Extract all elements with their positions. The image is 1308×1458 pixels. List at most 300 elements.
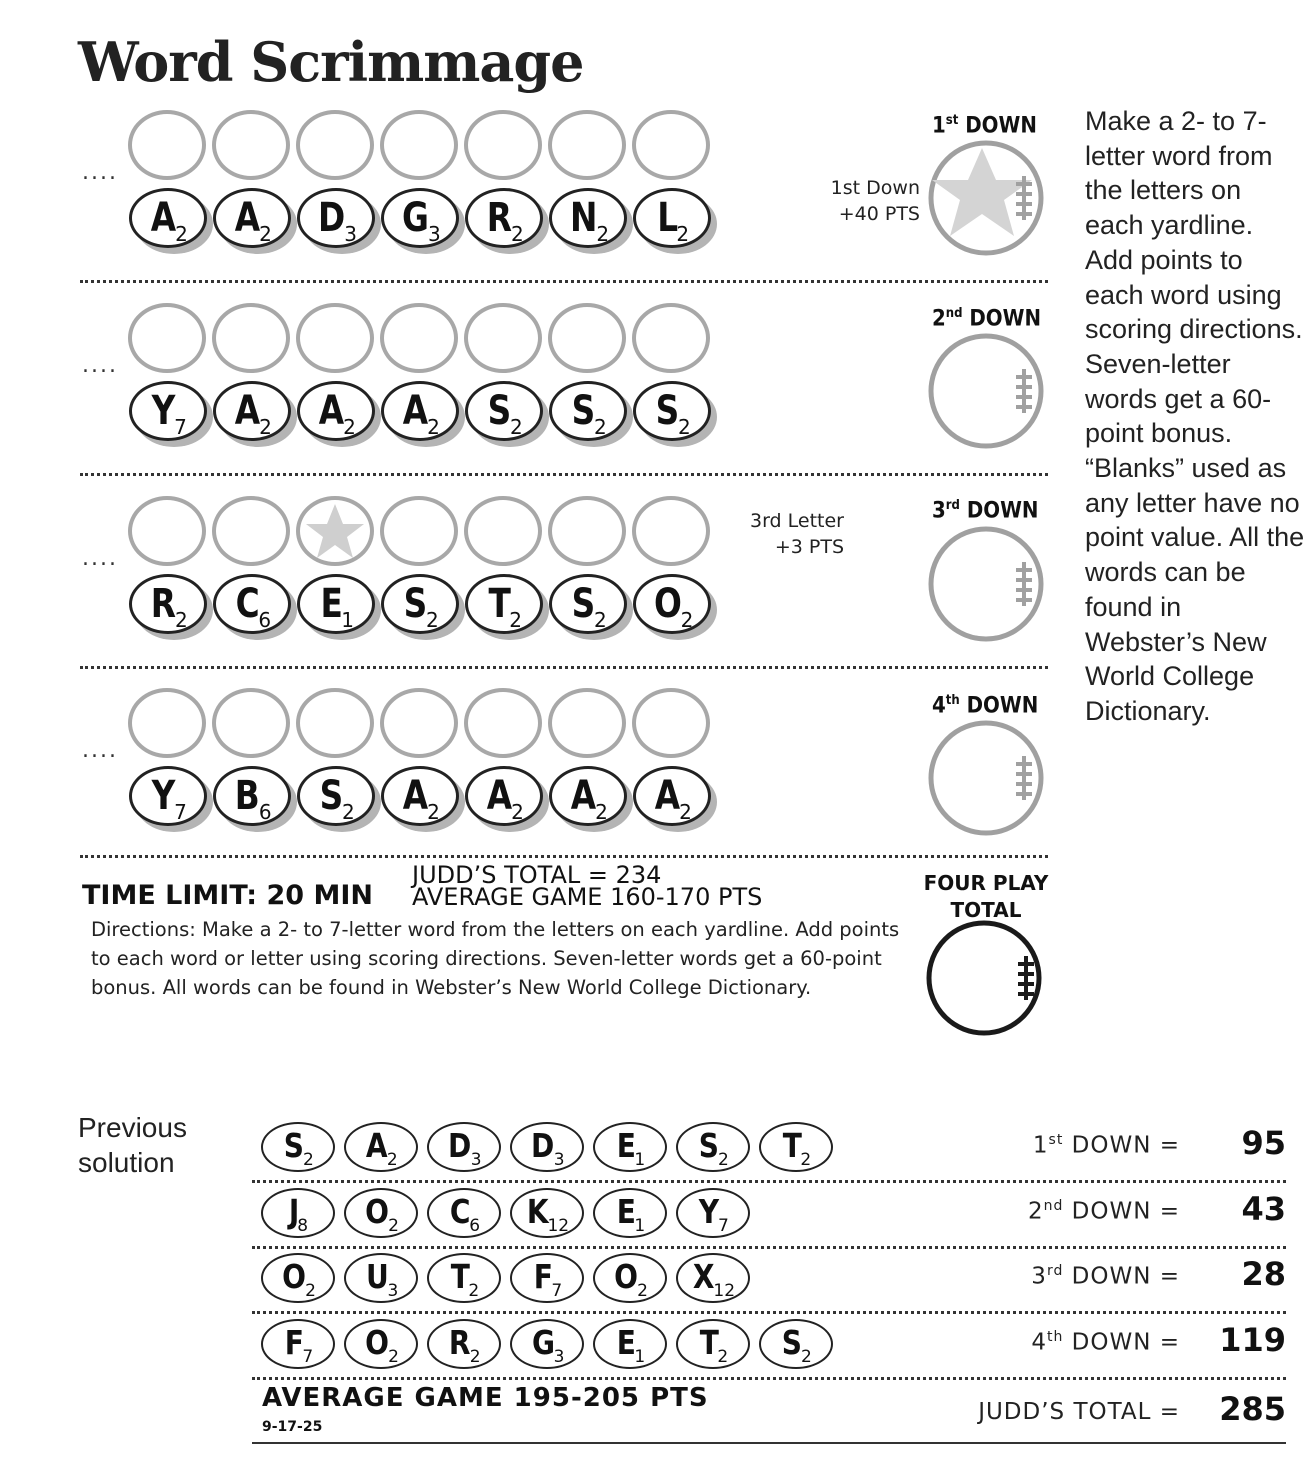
solution-divider [252, 1180, 1286, 1183]
solution-letter: K [526, 1192, 549, 1231]
bonus-line: 1st Down [830, 177, 920, 199]
down-word: DOWN [966, 693, 1039, 719]
solution-down-suffix: nd [1043, 1198, 1064, 1214]
tile-letter: A [318, 388, 345, 434]
solution-tile [427, 1319, 501, 1369]
solution-tile [593, 1319, 667, 1369]
previous-judds-total-label: JUDD’S TOTAL = [978, 1399, 1180, 1425]
letter-tile[interactable] [549, 381, 629, 443]
tile-points: 2 [427, 800, 440, 824]
tile-points: 2 [511, 800, 524, 824]
answer-slot[interactable] [128, 688, 206, 758]
tile-letter: Y [151, 773, 176, 819]
solution-letter: O [282, 1257, 307, 1296]
answer-slot[interactable] [380, 496, 458, 566]
letter-tile[interactable] [633, 381, 713, 443]
solution-tile [344, 1122, 418, 1172]
answer-slot[interactable] [380, 110, 458, 180]
tile-points: 2 [594, 415, 607, 439]
tile-face [549, 188, 627, 248]
solution-down-space [1063, 1199, 1071, 1225]
tile-face [633, 188, 711, 248]
solution-letter: F [533, 1257, 553, 1296]
yardline-divider [80, 855, 1048, 858]
solution-tile [427, 1188, 501, 1238]
solution-letter: E [616, 1126, 636, 1165]
solution-points: 3 [553, 1347, 565, 1367]
bonus-points: +3 PTS [774, 536, 844, 558]
letter-tile[interactable] [465, 574, 545, 636]
solution-down-text: DOWN = [1071, 1198, 1180, 1225]
letter-tile[interactable] [465, 381, 545, 443]
solution-points: 2 [386, 1150, 398, 1170]
row-prefix-dots: .... [82, 353, 118, 378]
tile-letter: S [571, 581, 596, 627]
tile-letter: A [654, 773, 681, 819]
previous-solution-label [78, 1110, 187, 1180]
down-word: DOWN [969, 306, 1042, 332]
tile-points: 2 [509, 608, 523, 632]
tile-face [549, 381, 627, 441]
solution-tile [510, 1253, 584, 1303]
solution-down-score: 119 [1219, 1321, 1286, 1359]
tile-points: 7 [174, 800, 187, 824]
solution-points: 2 [469, 1347, 481, 1367]
tile-face [633, 381, 711, 441]
tile-face [129, 381, 207, 441]
solution-points: 12 [547, 1216, 570, 1236]
solution-letter: O [614, 1257, 639, 1296]
solution-tile [261, 1253, 335, 1303]
tile-face [297, 188, 375, 248]
tile-face [465, 188, 543, 248]
solution-down-label [900, 1132, 1180, 1159]
tile-letter: A [402, 388, 429, 434]
judds-total-line: JUDD’S TOTAL = 234 [412, 861, 662, 889]
letter-tile[interactable] [549, 574, 629, 636]
letter-tile[interactable] [129, 766, 209, 828]
yardline-divider [80, 666, 1048, 669]
directions-text: Directions: Make a 2- to 7-letter word from the letters on each yardline. Add points to each word or letter using scoring directions. Seven-letter words get a 60-point bonus. All words can be found in Webster’s New World College Dictionary. [91, 918, 900, 999]
solution-letter: X [692, 1257, 715, 1296]
average-game-line: AVERAGE GAME 160-170 PTS [412, 883, 763, 911]
answer-slot[interactable] [548, 496, 626, 566]
solution-letter: O [365, 1192, 390, 1231]
solution-points: 2 [388, 1216, 399, 1236]
solution-down-number: 3 [1031, 1263, 1047, 1290]
tile-face [297, 381, 375, 441]
letter-tile[interactable] [213, 574, 293, 636]
solution-down-score: 95 [1241, 1124, 1286, 1162]
tile-points: 2 [342, 800, 355, 824]
solution-down-suffix: st [1048, 1132, 1064, 1148]
solution-points: 3 [470, 1150, 482, 1170]
solution-letter: S [283, 1126, 305, 1165]
answer-slot[interactable] [128, 303, 206, 373]
tile-points: 2 [259, 222, 272, 246]
tile-letter: S [487, 388, 512, 434]
tile-face [465, 574, 543, 634]
solution-letter: F [284, 1323, 304, 1362]
letter-tile[interactable] [381, 381, 461, 443]
letter-tile[interactable] [549, 766, 629, 828]
solution-down-text: DOWN = [1071, 1132, 1180, 1159]
tile-letter: A [570, 773, 597, 819]
tile-points: 2 [427, 415, 440, 439]
tile-letter: S [403, 581, 428, 627]
solution-letter: E [616, 1323, 636, 1362]
solution-down-score: 28 [1241, 1255, 1286, 1293]
down-score-football-icon[interactable] [928, 333, 1044, 449]
four-play-total-football-icon[interactable] [926, 920, 1042, 1036]
answer-slot[interactable] [464, 110, 542, 180]
solution-letter: J [288, 1192, 300, 1231]
down-score-football-icon[interactable] [928, 140, 1044, 256]
solution-points: 2 [637, 1281, 648, 1301]
answer-slot[interactable] [296, 496, 374, 566]
tile-letter: A [486, 773, 513, 819]
answer-slot[interactable] [212, 110, 290, 180]
solution-letter: U [365, 1257, 389, 1296]
solution-letter: T [782, 1126, 802, 1165]
tile-face [381, 188, 459, 248]
tile-face [465, 381, 543, 441]
tile-points: 1 [341, 608, 355, 632]
solution-down-number: 4 [1031, 1329, 1047, 1356]
letter-tile[interactable] [381, 766, 461, 828]
solution-points: 2 [305, 1281, 316, 1301]
answer-slot[interactable] [128, 110, 206, 180]
solution-divider [252, 1311, 1286, 1314]
tile-face [381, 381, 459, 441]
answer-slot[interactable] [548, 688, 626, 758]
solution-letter: C [449, 1192, 471, 1231]
solution-points: 2 [388, 1347, 399, 1367]
down-space [960, 693, 967, 718]
solution-tile [261, 1188, 335, 1238]
tile-face [549, 574, 627, 634]
answer-slot[interactable] [212, 496, 290, 566]
answer-slot[interactable] [464, 303, 542, 373]
tile-letter: G [402, 195, 430, 241]
answer-slot[interactable] [548, 110, 626, 180]
letter-tile[interactable] [297, 574, 377, 636]
page-title: Word Scrimmage [78, 30, 584, 94]
answer-slot[interactable] [632, 496, 710, 566]
four-play-total-label: TOTAL [950, 898, 1022, 922]
letter-tile[interactable] [213, 188, 293, 250]
solution-down-score: 43 [1241, 1190, 1286, 1228]
solution-down-number: 2 [1027, 1198, 1044, 1225]
tile-points: 2 [678, 415, 691, 439]
tile-letter: O [653, 581, 682, 627]
solution-points: 2 [717, 1347, 729, 1367]
previous-label-line2: solution [78, 1147, 175, 1178]
solution-letter: S [781, 1323, 803, 1362]
letter-tile[interactable] [633, 766, 713, 828]
tile-points: 2 [676, 222, 690, 246]
down-suffix: th [945, 693, 960, 708]
tile-points: 2 [175, 608, 188, 632]
yardline-divider [80, 280, 1048, 283]
tile-letter: R [486, 195, 513, 241]
down-word: DOWN [966, 498, 1039, 524]
letter-tile[interactable] [297, 188, 377, 250]
bonus-star-icon [300, 500, 370, 562]
time-limit: TIME LIMIT: 20 MIN [82, 880, 373, 911]
tile-letter: C [235, 581, 260, 627]
tile-points: 2 [510, 415, 523, 439]
solution-points: 7 [718, 1216, 729, 1236]
tile-letter: A [150, 195, 177, 241]
tile-letter: R [150, 581, 177, 627]
solution-down-number: 1 [1032, 1132, 1049, 1159]
solution-down-label [900, 1263, 1180, 1290]
solution-points: 6 [469, 1216, 481, 1236]
solution-down-suffix: th [1046, 1329, 1064, 1345]
solution-divider [252, 1246, 1286, 1249]
tile-points: 2 [426, 608, 439, 632]
tile-letter: S [655, 388, 680, 434]
tile-points: 7 [174, 415, 187, 439]
down-word: DOWN [965, 113, 1037, 139]
down-label [932, 306, 1041, 331]
row-prefix-dots: .... [82, 738, 118, 763]
solution-tile [261, 1319, 335, 1369]
solution-tile [510, 1122, 584, 1172]
answer-slot[interactable] [380, 303, 458, 373]
down-suffix: rd [945, 498, 960, 513]
bonus-line: 3rd Letter [749, 510, 844, 532]
solution-points: 7 [551, 1281, 563, 1301]
down-score-football-icon[interactable] [928, 720, 1044, 836]
tile-letter: D [318, 195, 346, 241]
answer-slot[interactable] [296, 688, 374, 758]
answer-slot[interactable] [632, 303, 710, 373]
down-score-football-icon[interactable] [928, 526, 1044, 642]
tile-points: 2 [259, 415, 272, 439]
solution-points: 2 [468, 1281, 480, 1301]
tile-points: 2 [679, 800, 692, 824]
solution-tile [344, 1188, 418, 1238]
four-play-label: FOUR PLAY [923, 871, 1049, 895]
previous-judds-total-value: 285 [1219, 1390, 1286, 1428]
solution-letter: D [531, 1126, 555, 1165]
tile-letter: L [657, 195, 679, 241]
answer-slot[interactable] [632, 110, 710, 180]
answer-slot[interactable] [464, 688, 542, 758]
answer-slot[interactable] [212, 303, 290, 373]
solution-tile [427, 1253, 501, 1303]
tile-face [381, 574, 459, 634]
solution-points: 1 [634, 1150, 646, 1170]
solution-letter: T [450, 1257, 470, 1296]
letter-tile[interactable] [297, 381, 377, 443]
tile-face [213, 188, 291, 248]
solution-tile [676, 1188, 750, 1238]
answer-slot[interactable] [296, 303, 374, 373]
tile-face [129, 574, 207, 634]
tile-points: 2 [680, 608, 694, 632]
letter-tile[interactable] [297, 766, 377, 828]
solution-letter: G [531, 1323, 555, 1362]
tile-letter: Y [151, 388, 176, 434]
tile-points: 3 [344, 222, 357, 246]
tile-letter: T [488, 581, 511, 627]
tile-points: 2 [175, 222, 188, 246]
tile-face [465, 766, 543, 826]
solution-tile [759, 1319, 833, 1369]
solution-tile [759, 1122, 833, 1172]
answer-slot[interactable] [464, 496, 542, 566]
answer-slot[interactable] [632, 688, 710, 758]
down-number: 3 [932, 498, 946, 524]
letter-tile[interactable] [129, 381, 209, 443]
solution-points: 12 [713, 1281, 736, 1301]
solution-tile [344, 1253, 418, 1303]
answer-slot[interactable] [128, 496, 206, 566]
letter-tile[interactable] [549, 188, 629, 250]
solution-down-space [1063, 1133, 1071, 1159]
tile-face [297, 574, 375, 634]
solution-down-space [1063, 1264, 1071, 1290]
tile-letter: A [234, 388, 261, 434]
tile-face [381, 766, 459, 826]
solution-points: 2 [800, 1347, 812, 1367]
letter-tile[interactable] [213, 381, 293, 443]
down-suffix: nd [945, 306, 963, 321]
solution-points: 2 [800, 1150, 812, 1170]
solution-down-suffix: rd [1046, 1263, 1064, 1279]
tile-letter: S [571, 388, 596, 434]
row-prefix-dots: .... [82, 160, 118, 185]
down-number: 4 [932, 693, 946, 719]
letter-tile[interactable] [465, 188, 545, 250]
tile-face [213, 574, 291, 634]
row-prefix-dots: .... [82, 546, 118, 571]
tile-points: 2 [595, 800, 608, 824]
solution-down-label [900, 1329, 1180, 1356]
tile-points: 2 [511, 222, 524, 246]
solution-letter: E [616, 1192, 636, 1231]
solution-tile [593, 1122, 667, 1172]
tile-letter: E [320, 581, 343, 627]
tile-letter: S [319, 773, 344, 819]
down-space [960, 498, 967, 523]
solution-points: 3 [387, 1281, 399, 1301]
letter-tile[interactable] [633, 574, 713, 636]
tile-face [633, 574, 711, 634]
tile-points: 2 [594, 608, 607, 632]
down-number: 2 [932, 306, 946, 332]
tile-face [213, 766, 291, 826]
solution-tile [593, 1188, 667, 1238]
down-label [932, 113, 1037, 138]
solution-letter: O [365, 1323, 390, 1362]
tile-face [549, 766, 627, 826]
bonus-note [790, 175, 920, 227]
solution-letter: S [698, 1126, 720, 1165]
tile-letter: N [569, 195, 598, 241]
solution-divider [252, 1377, 1286, 1380]
previous-average-game: AVERAGE GAME 195-205 PTS [262, 1383, 709, 1413]
down-label [932, 498, 1039, 523]
letter-tile[interactable] [633, 188, 713, 250]
solution-points: 1 [634, 1347, 646, 1367]
solution-tile [510, 1188, 584, 1238]
bonus-note [714, 508, 844, 560]
solution-letter: R [449, 1323, 471, 1362]
tile-face [129, 188, 207, 248]
solution-tile [427, 1122, 501, 1172]
solution-tile [510, 1319, 584, 1369]
judds-total-block [412, 861, 763, 911]
solution-letter: D [448, 1126, 472, 1165]
down-suffix: st [945, 113, 959, 128]
rules-text: Make a 2- to 7-letter word from the letters on each yardline. Add points to each word using scoring directions. Seven-letter words get a 60-point bonus. “Blanks” used as any letter have no point value. All the words can be found in Webster’s New World College Dictionary. [1085, 106, 1305, 726]
tile-face [633, 766, 711, 826]
tile-letter: B [235, 773, 261, 819]
tile-letter: A [234, 195, 261, 241]
puzzle-date: 9-17-25 [262, 1419, 323, 1435]
solution-points: 3 [553, 1150, 565, 1170]
tile-face [297, 766, 375, 826]
answer-slot[interactable] [380, 688, 458, 758]
tile-points: 3 [428, 222, 441, 246]
tile-points: 2 [596, 222, 610, 246]
previous-label-line1: Previous [78, 1112, 187, 1143]
letter-tile[interactable] [381, 188, 461, 250]
solution-letter: T [699, 1323, 719, 1362]
answer-slot[interactable] [296, 110, 374, 180]
yardline-divider [80, 473, 1048, 476]
solution-down-label [900, 1198, 1180, 1225]
letter-tile[interactable] [213, 766, 293, 828]
tile-points: 6 [258, 608, 272, 632]
bonus-points: +40 PTS [838, 203, 920, 225]
solution-points: 8 [297, 1216, 309, 1236]
answer-slot[interactable] [212, 688, 290, 758]
down-number: 1 [932, 113, 946, 139]
answer-slot[interactable] [548, 303, 626, 373]
solution-down-text: DOWN = [1071, 1263, 1180, 1290]
solution-points: 2 [302, 1150, 314, 1170]
solution-tile [593, 1253, 667, 1303]
down-label [932, 693, 1038, 718]
solution-points: 7 [302, 1347, 314, 1367]
letter-tile[interactable] [129, 574, 209, 636]
solution-tile [261, 1122, 335, 1172]
letter-tile[interactable] [381, 574, 461, 636]
solution-down-space [1063, 1330, 1071, 1356]
solution-letter: A [366, 1126, 388, 1165]
solution-bottom-rule [252, 1442, 1286, 1444]
letter-tile[interactable] [129, 188, 209, 250]
solution-letter: Y [698, 1192, 720, 1231]
solution-points: 1 [634, 1216, 646, 1236]
solution-tile [676, 1253, 750, 1303]
letter-tile[interactable] [465, 766, 545, 828]
solution-tile [676, 1122, 750, 1172]
solution-tile [344, 1319, 418, 1369]
tile-points: 6 [258, 800, 272, 824]
four-play-total [920, 870, 1052, 924]
tile-points: 2 [343, 415, 356, 439]
tile-face [129, 766, 207, 826]
solution-points: 2 [717, 1150, 729, 1170]
solution-down-text: DOWN = [1071, 1329, 1180, 1356]
tile-letter: A [402, 773, 429, 819]
